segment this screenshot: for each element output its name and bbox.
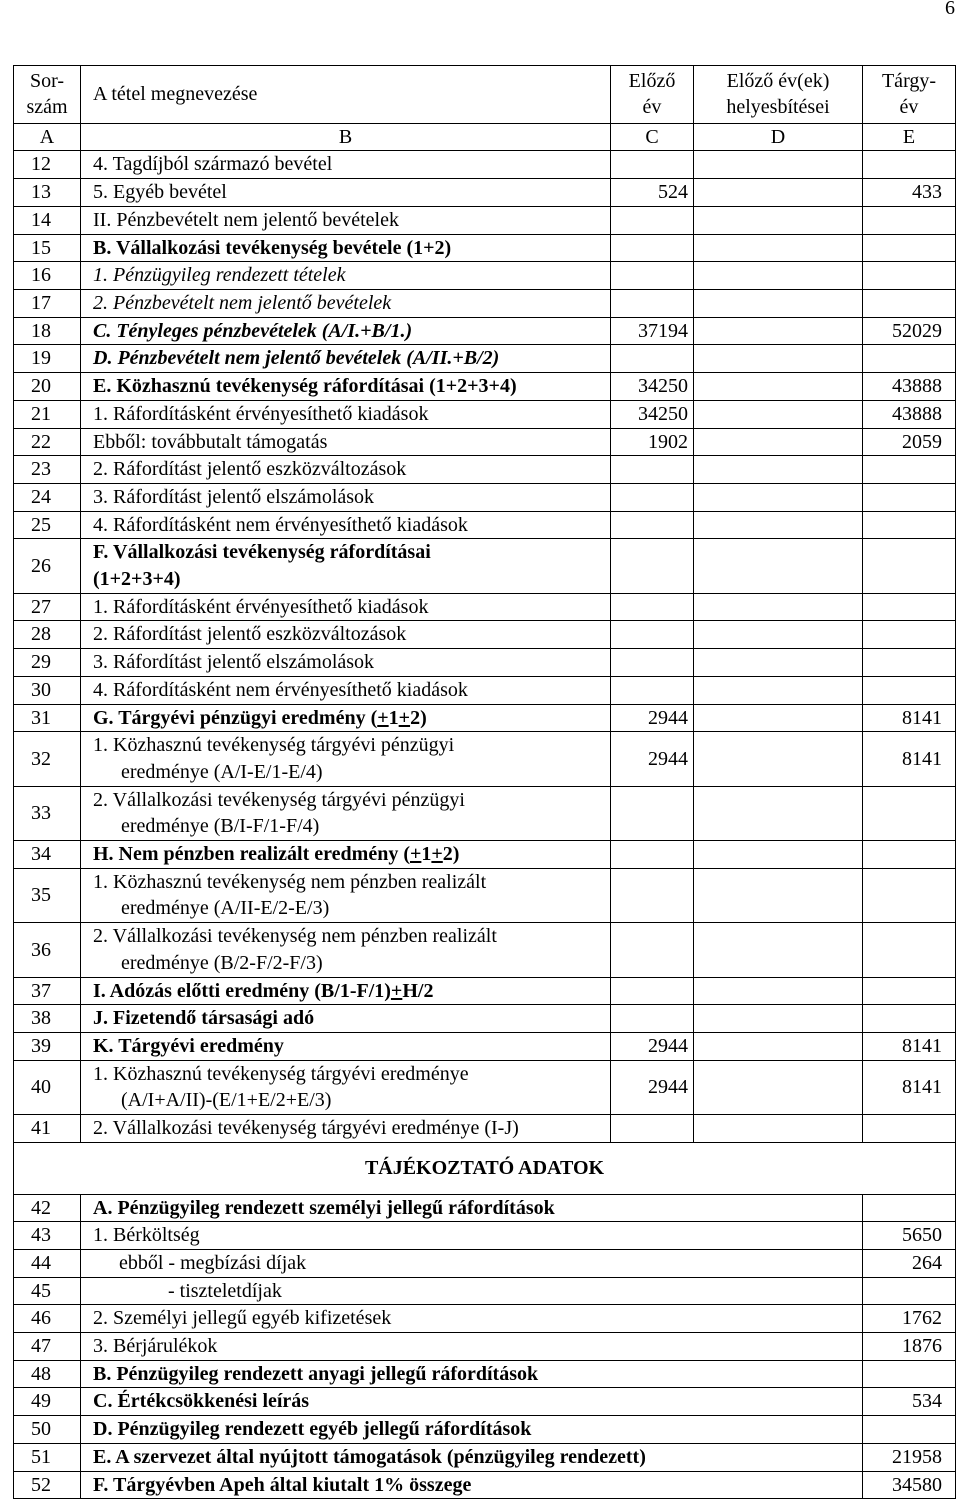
current-year-value: 5650 xyxy=(863,1222,956,1250)
previous-year-value: 524 xyxy=(611,179,694,207)
info-row xyxy=(14,1471,956,1499)
previous-year-corrections-value xyxy=(694,290,863,318)
table-row xyxy=(14,732,956,786)
row-number: 45 xyxy=(14,1277,81,1305)
plus-minus-sign: + xyxy=(390,979,403,1002)
plus-minus-sign: + xyxy=(431,843,443,866)
item-name xyxy=(81,1115,611,1143)
previous-year-corrections-value xyxy=(694,649,863,677)
table-row xyxy=(14,841,956,869)
item-name xyxy=(81,317,611,345)
header-previous-year xyxy=(611,66,694,124)
table-row xyxy=(14,262,956,290)
current-year-value: 1762 xyxy=(863,1305,956,1333)
item-name: 2. Személyi jellegű egyéb kifizetések xyxy=(81,1305,863,1333)
current-year-value xyxy=(863,1194,956,1222)
table-row xyxy=(14,977,956,1005)
current-year-value xyxy=(863,456,956,484)
item-name xyxy=(81,428,611,456)
column-letter-b: B xyxy=(81,123,611,151)
header-current-year xyxy=(863,66,956,124)
previous-year-value: 34250 xyxy=(611,373,694,401)
current-year-value xyxy=(863,1115,956,1143)
info-title-row xyxy=(14,1142,956,1194)
item-name xyxy=(81,234,611,262)
previous-year-corrections-value xyxy=(694,977,863,1005)
item-name: B. Pénzügyileg rendezett anyagi jellegű ráfordítások xyxy=(81,1360,863,1388)
item-name xyxy=(81,1032,611,1060)
item-name-line: (1+2+3+4) xyxy=(93,568,181,591)
previous-year-corrections-value xyxy=(694,676,863,704)
previous-year-value: 34250 xyxy=(611,400,694,428)
current-year-value: 264 xyxy=(863,1249,956,1277)
previous-year-value: 2944 xyxy=(611,732,694,786)
table-row xyxy=(14,206,956,234)
item-name-line: eredménye (B/I-F/1-F/4) xyxy=(121,815,320,838)
item-name-line: 3. Ráfordítást jelentő elszámolások xyxy=(93,485,375,508)
current-year-value xyxy=(863,1416,956,1444)
item-name xyxy=(81,262,611,290)
table-row xyxy=(14,1115,956,1143)
table-row xyxy=(14,868,956,922)
previous-year-corrections-value xyxy=(694,234,863,262)
header-line: helyesbítései xyxy=(726,96,830,119)
current-year-value xyxy=(863,539,956,593)
previous-year-corrections-value xyxy=(694,539,863,593)
previous-year-corrections-value xyxy=(694,621,863,649)
current-year-value xyxy=(863,511,956,539)
header-line: Előző xyxy=(628,69,676,92)
current-year-value xyxy=(863,345,956,373)
info-section-heading xyxy=(14,1142,956,1194)
previous-year-corrections-value xyxy=(694,786,863,840)
current-year-value: 534 xyxy=(863,1388,956,1416)
header-line: A tétel megnevezése xyxy=(93,83,258,106)
item-name-line: Ebből: továbbutalt támogatás xyxy=(93,430,328,453)
item-name-line: 4. Ráfordításként nem érvényesíthető kiadások xyxy=(93,513,468,536)
table-row xyxy=(14,317,956,345)
item-name xyxy=(81,151,611,179)
table-row xyxy=(14,1060,956,1114)
header-item-name xyxy=(81,66,611,124)
previous-year-corrections-value xyxy=(694,593,863,621)
table-row xyxy=(14,786,956,840)
row-number: 40 xyxy=(14,1060,81,1114)
previous-year-value xyxy=(611,977,694,1005)
info-row xyxy=(14,1249,956,1277)
previous-year-value xyxy=(611,539,694,593)
table-row xyxy=(14,511,956,539)
current-year-value xyxy=(863,1005,956,1033)
previous-year-value xyxy=(611,649,694,677)
previous-year-corrections-value xyxy=(694,704,863,732)
previous-year-corrections-value xyxy=(694,400,863,428)
current-year-value xyxy=(863,923,956,977)
plus-minus-sign: + xyxy=(409,843,422,866)
row-number: 17 xyxy=(14,290,81,318)
table-row xyxy=(14,704,956,732)
current-year-value xyxy=(863,290,956,318)
item-name: C. Értékcsökkenési leírás xyxy=(81,1388,863,1416)
item-name-line: K. Tárgyévi eredmény xyxy=(93,1034,284,1057)
row-number: 43 xyxy=(14,1222,81,1250)
header-line: Előző év(ek) xyxy=(726,69,830,92)
item-name-line: 2. Pénzbevételt nem jelentő bevételek xyxy=(93,292,392,314)
item-name-line: 1. Közhasznú tevékenység tárgyévi pénzügyi xyxy=(93,734,455,757)
item-name-line: eredménye (A/I-E/1-E/4) xyxy=(121,760,323,783)
column-letter-c: C xyxy=(611,123,694,151)
row-number: 42 xyxy=(14,1194,81,1222)
current-year-value xyxy=(863,262,956,290)
item-name xyxy=(81,539,611,593)
table-row xyxy=(14,593,956,621)
item-name xyxy=(81,1005,611,1033)
item-name-line: 5. Egyéb bevétel xyxy=(93,181,227,204)
previous-year-corrections-value xyxy=(694,206,863,234)
current-year-value: 8141 xyxy=(863,1060,956,1114)
previous-year-corrections-value xyxy=(694,345,863,373)
row-number: 27 xyxy=(14,593,81,621)
current-year-value: 8141 xyxy=(863,704,956,732)
row-number: 46 xyxy=(14,1305,81,1333)
previous-year-corrections-value xyxy=(694,868,863,922)
previous-year-value xyxy=(611,593,694,621)
item-name xyxy=(81,179,611,207)
item-name-line: 2. Ráfordítást jelentő eszközváltozások xyxy=(93,623,407,646)
item-name-line: J. Fizetendő társasági adó xyxy=(93,1007,315,1030)
item-name: F. Tárgyévben Apeh által kiutalt 1% összege xyxy=(81,1471,863,1499)
item-name xyxy=(81,868,611,922)
info-section-title: TÁJÉKOZTATÓ ADATOK xyxy=(14,1142,956,1194)
item-name xyxy=(81,373,611,401)
plus-minus-sign: + xyxy=(398,706,411,729)
row-number: 24 xyxy=(14,483,81,511)
header-line: év xyxy=(642,96,662,119)
item-name-line: D. Pénzbevételt nem jelentő bevételek (A/II.+B/2) xyxy=(93,347,500,370)
current-year-value: 1876 xyxy=(863,1333,956,1361)
row-number: 37 xyxy=(14,977,81,1005)
previous-year-corrections-value xyxy=(694,317,863,345)
row-number: 34 xyxy=(14,841,81,869)
row-number: 52 xyxy=(14,1471,81,1499)
item-name-line: 2. Vállalkozási tevékenység tárgyévi eredménye (I-J) xyxy=(93,1117,519,1140)
item-name-line: 2. Vállalkozási tevékenység nem pénzben realizált xyxy=(93,925,497,948)
info-row xyxy=(14,1305,956,1333)
row-number: 12 xyxy=(14,151,81,179)
row-number: 16 xyxy=(14,262,81,290)
item-name xyxy=(81,206,611,234)
info-row xyxy=(14,1443,956,1471)
item-name-line: I. Adózás előtti eredmény (B/1-F/1)+H/2 xyxy=(93,979,434,1002)
previous-year-value xyxy=(611,923,694,977)
table-row xyxy=(14,923,956,977)
current-year-value: 8141 xyxy=(863,1032,956,1060)
info-row xyxy=(14,1333,956,1361)
current-year-value xyxy=(863,1360,956,1388)
previous-year-value xyxy=(611,290,694,318)
item-name: 3. Bérjárulékok xyxy=(81,1333,863,1361)
item-name-line: 4. Ráfordításként nem érvényesíthető kiadások xyxy=(93,678,468,701)
table-row xyxy=(14,621,956,649)
item-name-line: H. Nem pénzben realizált eredmény (+1+2) xyxy=(93,843,460,866)
column-letter-d: D xyxy=(694,123,863,151)
table-row xyxy=(14,345,956,373)
item-name xyxy=(81,676,611,704)
item-name xyxy=(81,923,611,977)
row-number: 18 xyxy=(14,317,81,345)
item-name-line: 2. Ráfordítást jelentő eszközváltozások xyxy=(93,458,407,481)
item-name xyxy=(81,621,611,649)
current-year-value xyxy=(863,868,956,922)
table-row xyxy=(14,179,956,207)
item-name: D. Pénzügyileg rendezett egyéb jellegű ráfordítások xyxy=(81,1416,863,1444)
table-row xyxy=(14,373,956,401)
item-name xyxy=(81,732,611,786)
info-row xyxy=(14,1194,956,1222)
table-row xyxy=(14,428,956,456)
item-name xyxy=(81,400,611,428)
previous-year-corrections-value xyxy=(694,428,863,456)
header-serial-number xyxy=(14,66,81,124)
previous-year-value xyxy=(611,234,694,262)
previous-year-value xyxy=(611,151,694,179)
item-name-line: G. Tárgyévi pénzügyi eredmény (+1+2) xyxy=(93,706,427,729)
item-name-line: C. Tényleges pénzbevételek (A/I.+B/1.) xyxy=(93,319,413,342)
previous-year-value xyxy=(611,621,694,649)
current-year-value xyxy=(863,649,956,677)
previous-year-corrections-value xyxy=(694,511,863,539)
previous-year-value xyxy=(611,676,694,704)
current-year-value xyxy=(863,206,956,234)
header-line: Tárgy- xyxy=(881,69,937,92)
page-number: 6 xyxy=(945,0,955,19)
current-year-value xyxy=(863,234,956,262)
header-previous-year-corrections xyxy=(694,66,863,124)
row-number: 14 xyxy=(14,206,81,234)
table-row xyxy=(14,290,956,318)
row-number: 32 xyxy=(14,732,81,786)
previous-year-corrections-value xyxy=(694,1060,863,1114)
row-number: 13 xyxy=(14,179,81,207)
row-number: 33 xyxy=(14,786,81,840)
item-name-line: II. Pénzbevételt nem jelentő bevételek xyxy=(93,208,399,231)
row-number: 41 xyxy=(14,1115,81,1143)
plus-minus-sign: + xyxy=(377,706,389,729)
statement-rows xyxy=(14,151,956,1142)
header-line: Sor- xyxy=(29,69,65,92)
table-row xyxy=(14,649,956,677)
row-number: 23 xyxy=(14,456,81,484)
item-name: A. Pénzügyileg rendezett személyi jellegű ráfordítások xyxy=(81,1194,863,1222)
row-number: 51 xyxy=(14,1443,81,1471)
table-row xyxy=(14,234,956,262)
row-number: 29 xyxy=(14,649,81,677)
info-rows xyxy=(14,1194,956,1499)
item-name-line: 1. Ráfordításként érvényesíthető kiadások xyxy=(93,595,429,618)
item-name xyxy=(81,977,611,1005)
item-name: E. A szervezet által nyújtott támogatások (pénzügyileg rendezett) xyxy=(81,1443,863,1471)
row-number: 21 xyxy=(14,400,81,428)
previous-year-corrections-value xyxy=(694,262,863,290)
table-row xyxy=(14,676,956,704)
item-name: 1. Bérköltség xyxy=(81,1222,863,1250)
previous-year-corrections-value xyxy=(694,841,863,869)
item-name xyxy=(81,511,611,539)
current-year-value xyxy=(863,1277,956,1305)
previous-year-value xyxy=(611,456,694,484)
previous-year-value: 2944 xyxy=(611,1032,694,1060)
item-name-line: 4. Tagdíjból származó bevétel xyxy=(93,153,333,176)
row-number: 30 xyxy=(14,676,81,704)
row-number: 50 xyxy=(14,1416,81,1444)
current-year-value xyxy=(863,676,956,704)
header-line: szám xyxy=(26,96,68,119)
previous-year-value: 2944 xyxy=(611,1060,694,1114)
previous-year-value xyxy=(611,262,694,290)
row-number: 15 xyxy=(14,234,81,262)
info-row xyxy=(14,1416,956,1444)
row-number: 20 xyxy=(14,373,81,401)
column-letter-e: E xyxy=(863,123,956,151)
current-year-value xyxy=(863,786,956,840)
item-name-line: 1. Közhasznú tevékenység nem pénzben realizált xyxy=(93,870,487,893)
row-number: 26 xyxy=(14,539,81,593)
info-row xyxy=(14,1388,956,1416)
current-year-value xyxy=(863,621,956,649)
current-year-value: 34580 xyxy=(863,1471,956,1499)
table-header xyxy=(14,66,956,151)
current-year-value xyxy=(863,977,956,1005)
table-row xyxy=(14,151,956,179)
previous-year-corrections-value xyxy=(694,483,863,511)
item-name xyxy=(81,345,611,373)
current-year-value xyxy=(863,483,956,511)
info-row xyxy=(14,1277,956,1305)
item-name xyxy=(81,649,611,677)
table-row xyxy=(14,1005,956,1033)
previous-year-value: 37194 xyxy=(611,317,694,345)
previous-year-value xyxy=(611,1005,694,1033)
row-number: 39 xyxy=(14,1032,81,1060)
item-name-line: 1. Pénzügyileg rendezett tételek xyxy=(93,264,346,287)
row-number: 31 xyxy=(14,704,81,732)
row-number: 25 xyxy=(14,511,81,539)
row-number: 47 xyxy=(14,1333,81,1361)
item-name-line: F. Vállalkozási tevékenység ráfordításai xyxy=(93,541,431,564)
current-year-value: 433 xyxy=(863,179,956,207)
previous-year-corrections-value xyxy=(694,179,863,207)
previous-year-corrections-value xyxy=(694,732,863,786)
current-year-value: 8141 xyxy=(863,732,956,786)
previous-year-value xyxy=(611,786,694,840)
table-row xyxy=(14,1032,956,1060)
row-number: 44 xyxy=(14,1249,81,1277)
item-name xyxy=(81,704,611,732)
item-name: ebből - megbízási díjak xyxy=(81,1249,863,1277)
item-name-line: 3. Ráfordítást jelentő elszámolások xyxy=(93,651,375,674)
previous-year-corrections-value xyxy=(694,456,863,484)
row-number: 48 xyxy=(14,1360,81,1388)
item-name-line: E. Közhasznú tevékenység ráfordításai (1+2+3+4) xyxy=(93,375,517,398)
row-number: 36 xyxy=(14,923,81,977)
previous-year-value xyxy=(611,841,694,869)
info-row xyxy=(14,1360,956,1388)
previous-year-corrections-value xyxy=(694,151,863,179)
current-year-value xyxy=(863,593,956,621)
column-letter-a: A xyxy=(14,123,81,151)
previous-year-value xyxy=(611,345,694,373)
table-row xyxy=(14,483,956,511)
row-number: 35 xyxy=(14,868,81,922)
row-number: 38 xyxy=(14,1005,81,1033)
previous-year-value: 1902 xyxy=(611,428,694,456)
item-name-line: eredménye (A/II-E/2-E/3) xyxy=(121,897,330,920)
previous-year-corrections-value xyxy=(694,1032,863,1060)
table-row xyxy=(14,456,956,484)
current-year-value xyxy=(863,841,956,869)
current-year-value: 21958 xyxy=(863,1443,956,1471)
item-name-line: 2. Vállalkozási tevékenység tárgyévi pénzügyi xyxy=(93,788,465,811)
item-name xyxy=(81,841,611,869)
item-name xyxy=(81,456,611,484)
row-number: 19 xyxy=(14,345,81,373)
item-name-line: B. Vállalkozási tevékenység bevétele (1+2) xyxy=(93,236,452,259)
previous-year-value xyxy=(611,483,694,511)
previous-year-value xyxy=(611,1115,694,1143)
current-year-value xyxy=(863,151,956,179)
previous-year-value xyxy=(611,511,694,539)
row-number: 28 xyxy=(14,621,81,649)
previous-year-corrections-value xyxy=(694,1115,863,1143)
current-year-value: 43888 xyxy=(863,373,956,401)
item-name: - tiszteletdíjak xyxy=(81,1277,863,1305)
row-number: 49 xyxy=(14,1388,81,1416)
item-name-line: 1. Közhasznú tevékenység tárgyévi eredménye xyxy=(93,1062,469,1085)
previous-year-value xyxy=(611,868,694,922)
item-name-line: 1. Ráfordításként érvényesíthető kiadások xyxy=(93,402,429,425)
item-name xyxy=(81,593,611,621)
previous-year-corrections-value xyxy=(694,1005,863,1033)
current-year-value: 2059 xyxy=(863,428,956,456)
item-name xyxy=(81,786,611,840)
table-row xyxy=(14,539,956,593)
item-name xyxy=(81,483,611,511)
item-name-line: (A/I+A/II)-(E/1+E/2+E/3) xyxy=(121,1089,332,1112)
row-number: 22 xyxy=(14,428,81,456)
previous-year-corrections-value xyxy=(694,373,863,401)
header-line: év xyxy=(899,96,919,119)
financial-statement-table xyxy=(13,65,956,1499)
previous-year-value xyxy=(611,206,694,234)
previous-year-value: 2944 xyxy=(611,704,694,732)
current-year-value: 52029 xyxy=(863,317,956,345)
table-row xyxy=(14,400,956,428)
info-row xyxy=(14,1222,956,1250)
current-year-value: 43888 xyxy=(863,400,956,428)
item-name xyxy=(81,290,611,318)
column-letter-row xyxy=(14,123,956,151)
item-name xyxy=(81,1060,611,1114)
previous-year-corrections-value xyxy=(694,923,863,977)
header-row xyxy=(14,66,956,124)
item-name-line: eredménye (B/2-F/2-F/3) xyxy=(121,951,323,974)
